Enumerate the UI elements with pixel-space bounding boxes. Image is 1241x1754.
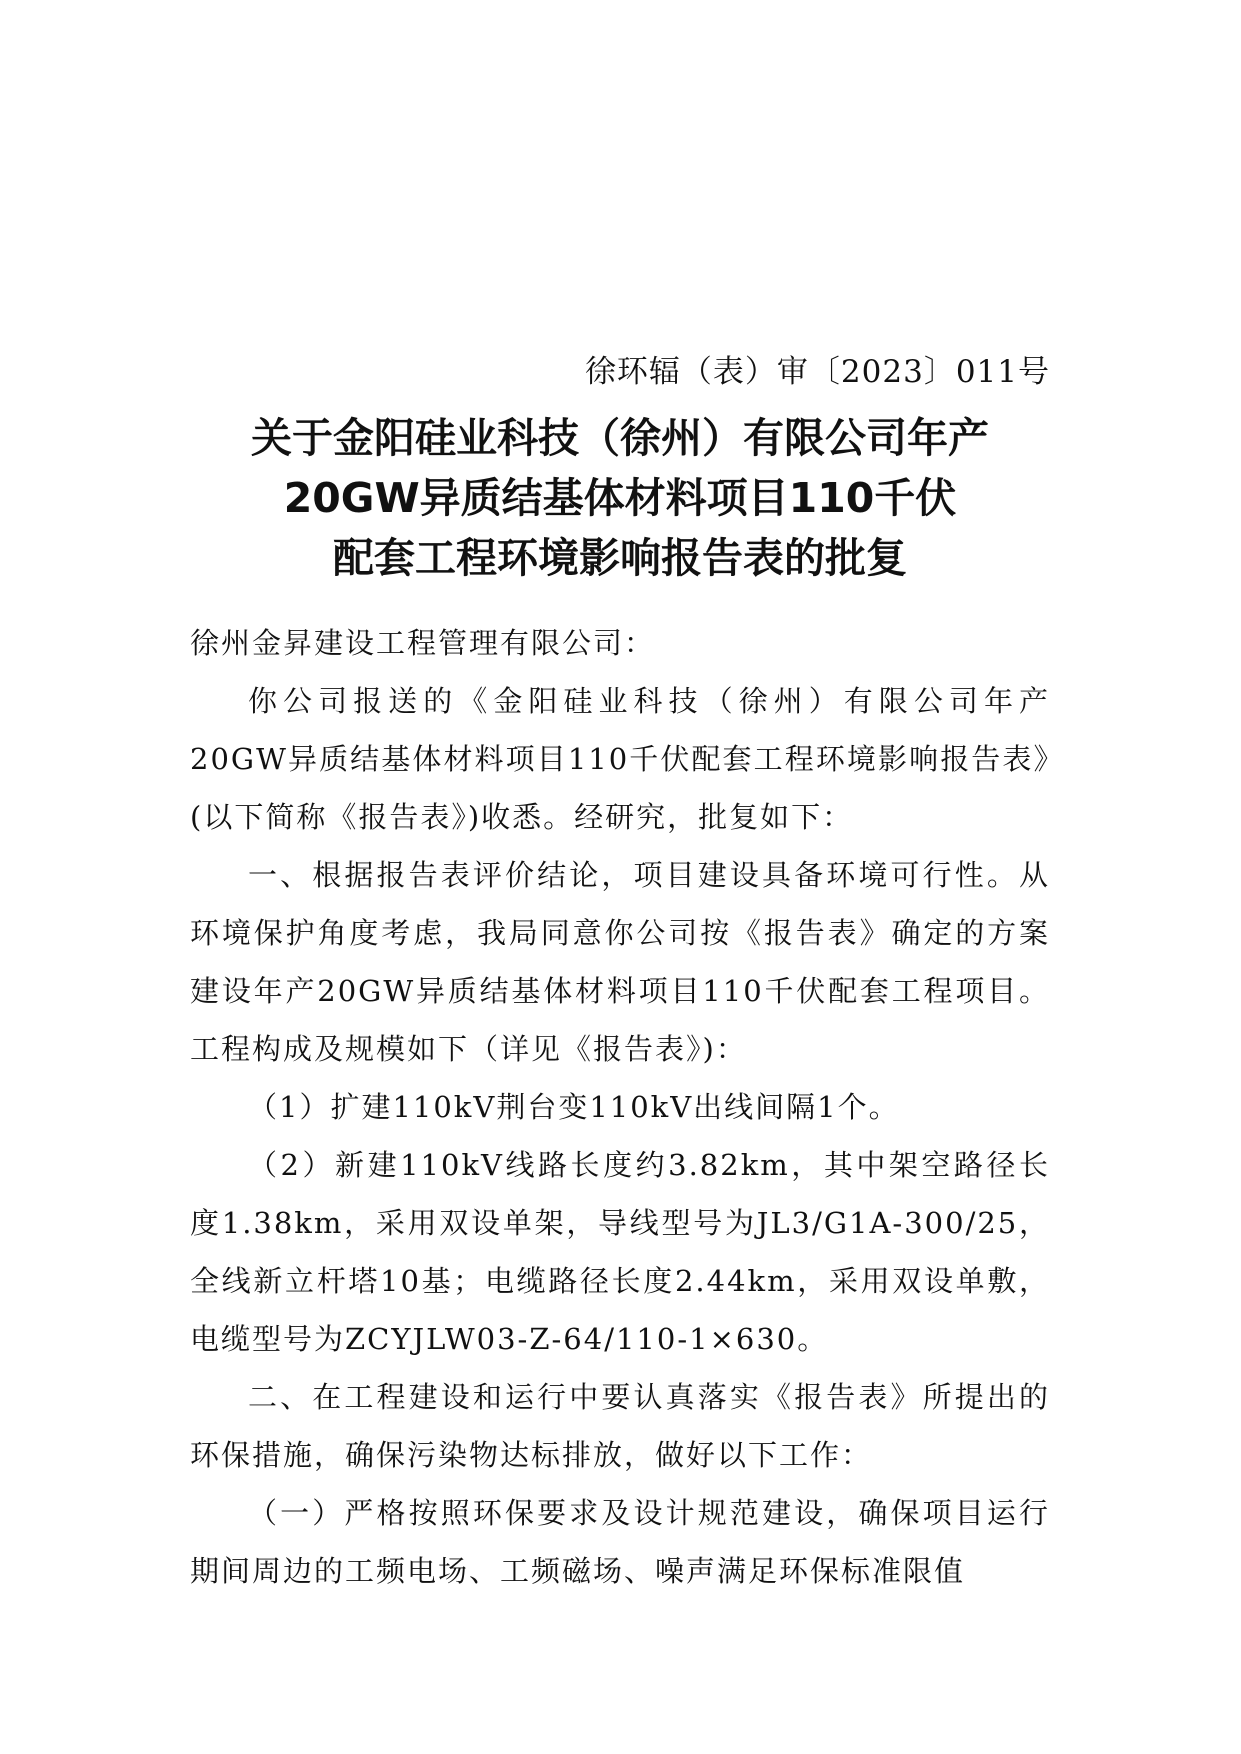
paragraph-section-1: 一、根据报告表评价结论，项目建设具备环境可行性。从环境保护角度考虑，我局同意你公司按《报告表》确定的方案建设年产20GW异质结基体材料项目110千伏配套工程项目。工程构成及规模如下（详见《报告表》)：	[190, 858, 1050, 1066]
title-line-1: 关于金阳硅业科技（徐州）有限公司年产	[251, 414, 989, 462]
document-body	[190, 350, 1050, 1600]
title-line-3: 配套工程环境影响报告表的批复	[333, 534, 907, 582]
paragraph-item-2: （2）新建110kV线路长度约3.82km，其中架空路径长度1.38km，采用双设单架，导线型号为JL3/G1A-300/25，全线新立杆塔10基；电缆路径长度2.44km，采用双设单敷，电缆型号为ZCYJLW03-Z-64/110-1×630。	[190, 1148, 1050, 1356]
document-title	[190, 408, 1050, 588]
title-line-2: 20GW异质结基体材料项目110千伏	[283, 474, 957, 522]
recipient: 徐州金昇建设工程管理有限公司：	[190, 626, 656, 660]
paragraph-section-2: 二、在工程建设和运行中要认真落实《报告表》所提出的环保措施，确保污染物达标排放，做好以下工作：	[190, 1380, 1050, 1472]
paragraph-subsection-1: （一）严格按照环保要求及设计规范建设，确保项目运行期间周边的工频电场、工频磁场、噪声满足环保标准限值	[190, 1496, 1050, 1588]
paragraph-item-1: （1）扩建110kV荆台变110kV出线间隔1个。	[248, 1090, 900, 1124]
document-number: 徐环辐（表）审〔2023〕011号	[584, 354, 1050, 390]
paragraph-intro: 你公司报送的《金阳硅业科技（徐州）有限公司年产20GW异质结基体材料项目110千伏配套工程环境影响报告表》(以下简称《报告表》)收悉。经研究，批复如下：	[190, 684, 1050, 834]
